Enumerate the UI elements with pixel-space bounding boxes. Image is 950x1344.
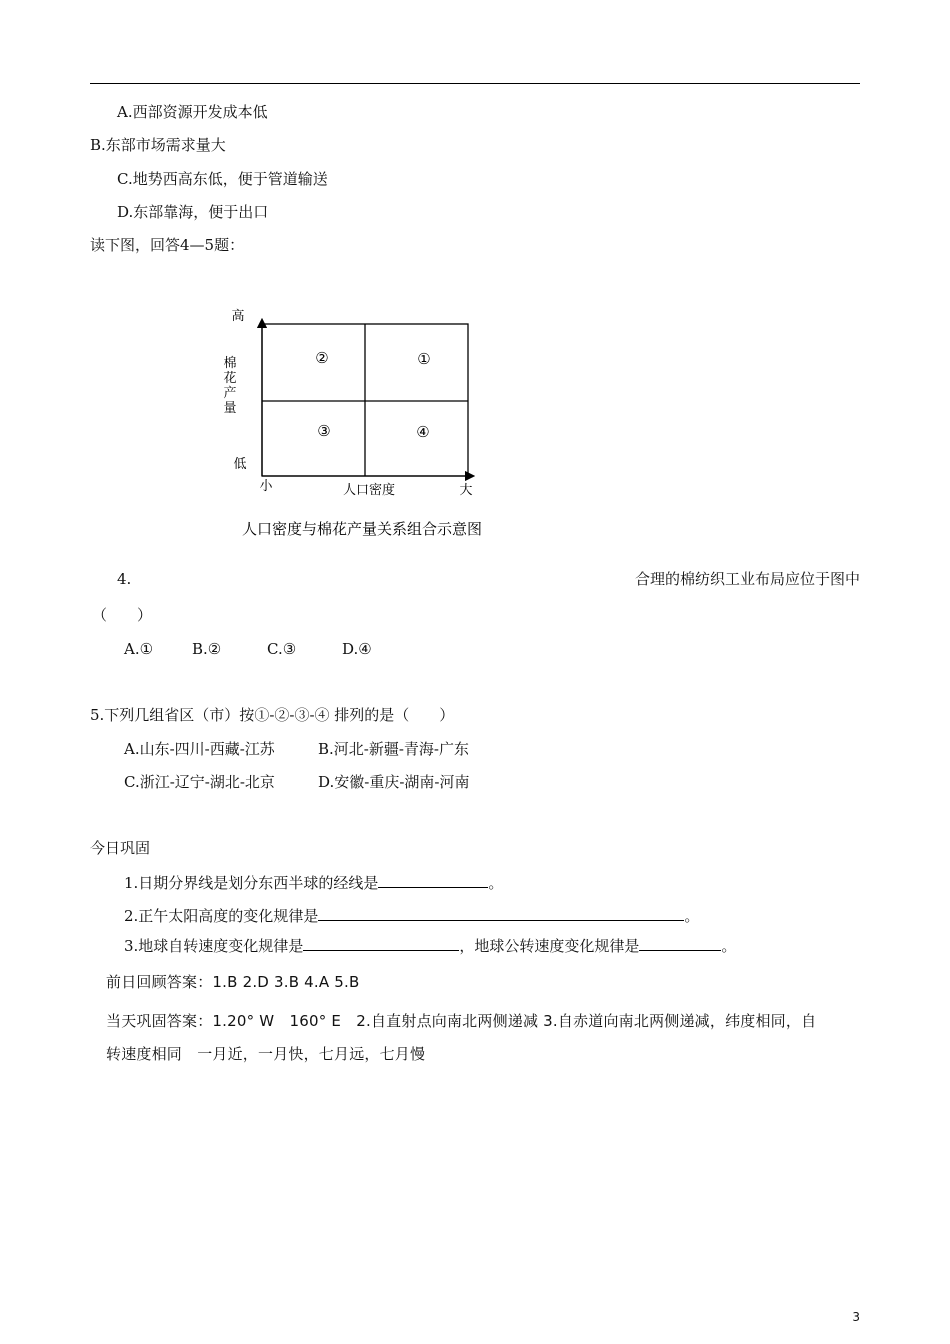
- x-large-label: 大: [459, 483, 473, 498]
- q4-number: 4.: [117, 570, 132, 588]
- q3-option-d: D.东部靠海，便于出口: [117, 203, 269, 221]
- figure-diagram: [0, 0, 950, 540]
- y-low-label: 低: [233, 457, 247, 472]
- q4-option-d: D.④: [342, 640, 372, 658]
- q4-option-b: B.②: [192, 640, 222, 658]
- today-item-1-text: 1.日期分界线是划分东西半球的经线是: [124, 874, 379, 892]
- today-item-3: [124, 935, 736, 956]
- blank-1[interactable]: [378, 872, 488, 888]
- today-item-3-mid: ，地球公转速度变化规律是: [459, 937, 640, 955]
- q4-answer-paren: （ ）: [92, 606, 153, 624]
- figure-caption: 人口密度与棉花产量关系组合示意图: [241, 520, 483, 538]
- q5-option-a: A.山东-四川-西藏-江苏: [124, 740, 275, 758]
- today-item-1: [124, 872, 503, 893]
- today-answers-line-1: 当天巩固答案：1.20° W 160° E 2.自直射点向南北两侧递减 3.自赤道向南北两侧递减，纬度相同，自: [106, 1012, 817, 1030]
- today-item-2-text: 2.正午太阳高度的变化规律是: [124, 907, 319, 925]
- cell-bottom-left: ③: [317, 422, 331, 440]
- q4-text: 合理的棉纺织工业布局应位于图中: [634, 570, 860, 588]
- blank-3[interactable]: [303, 935, 459, 951]
- read-prompt: 读下图，回答4—5题：: [90, 236, 245, 254]
- today-item-3-text: 3.地球自转速度变化规律是: [124, 937, 304, 955]
- x-axis-label: 人口密度: [342, 483, 396, 498]
- q5-option-c: C.浙江-辽宁-湖北-北京: [124, 773, 275, 791]
- y-label-char-2: 花: [223, 371, 237, 386]
- cell-top-left: ②: [315, 349, 329, 367]
- today-item-3-end: 。: [721, 937, 737, 955]
- prev-answers: 前日回顾答案：1.B 2.D 3.B 4.A 5.B: [106, 973, 360, 991]
- q3-option-c: C.地势西高东低，便于管道输送: [117, 170, 328, 188]
- y-label-char-3: 产: [223, 386, 237, 401]
- x-small-label: 小: [259, 479, 273, 494]
- today-answers-line-2: 转速度相同 一月近，一月快，七月远，七月慢: [106, 1045, 426, 1063]
- q4-option-a: A.①: [124, 640, 154, 658]
- q5-stem: 5.下列几组省区（市）按①-②-③-④ 排列的是（ ）: [90, 706, 455, 724]
- q5-option-b: B.河北-新疆-青海-广东: [318, 740, 469, 758]
- q3-option-a: A.西部资源开发成本低: [117, 103, 268, 121]
- q3-option-b: B.东部市场需求量大: [90, 136, 226, 154]
- today-item-2: [124, 905, 699, 926]
- page-number: 3: [852, 1310, 860, 1324]
- y-label-char-1: 棉: [223, 356, 237, 371]
- cell-bottom-right: ④: [416, 423, 430, 441]
- today-item-1-end: 。: [488, 874, 504, 892]
- blank-4[interactable]: [639, 935, 721, 951]
- y-high-label: 高: [231, 309, 245, 324]
- today-item-2-end: 。: [684, 907, 700, 925]
- q5-option-d: D.安徽-重庆-湖南-河南: [318, 773, 470, 791]
- today-heading: 今日巩固: [90, 839, 151, 857]
- y-label-char-4: 量: [223, 401, 237, 416]
- q4-option-c: C.③: [267, 640, 297, 658]
- blank-2[interactable]: [318, 905, 684, 921]
- cell-top-right: ①: [417, 350, 431, 368]
